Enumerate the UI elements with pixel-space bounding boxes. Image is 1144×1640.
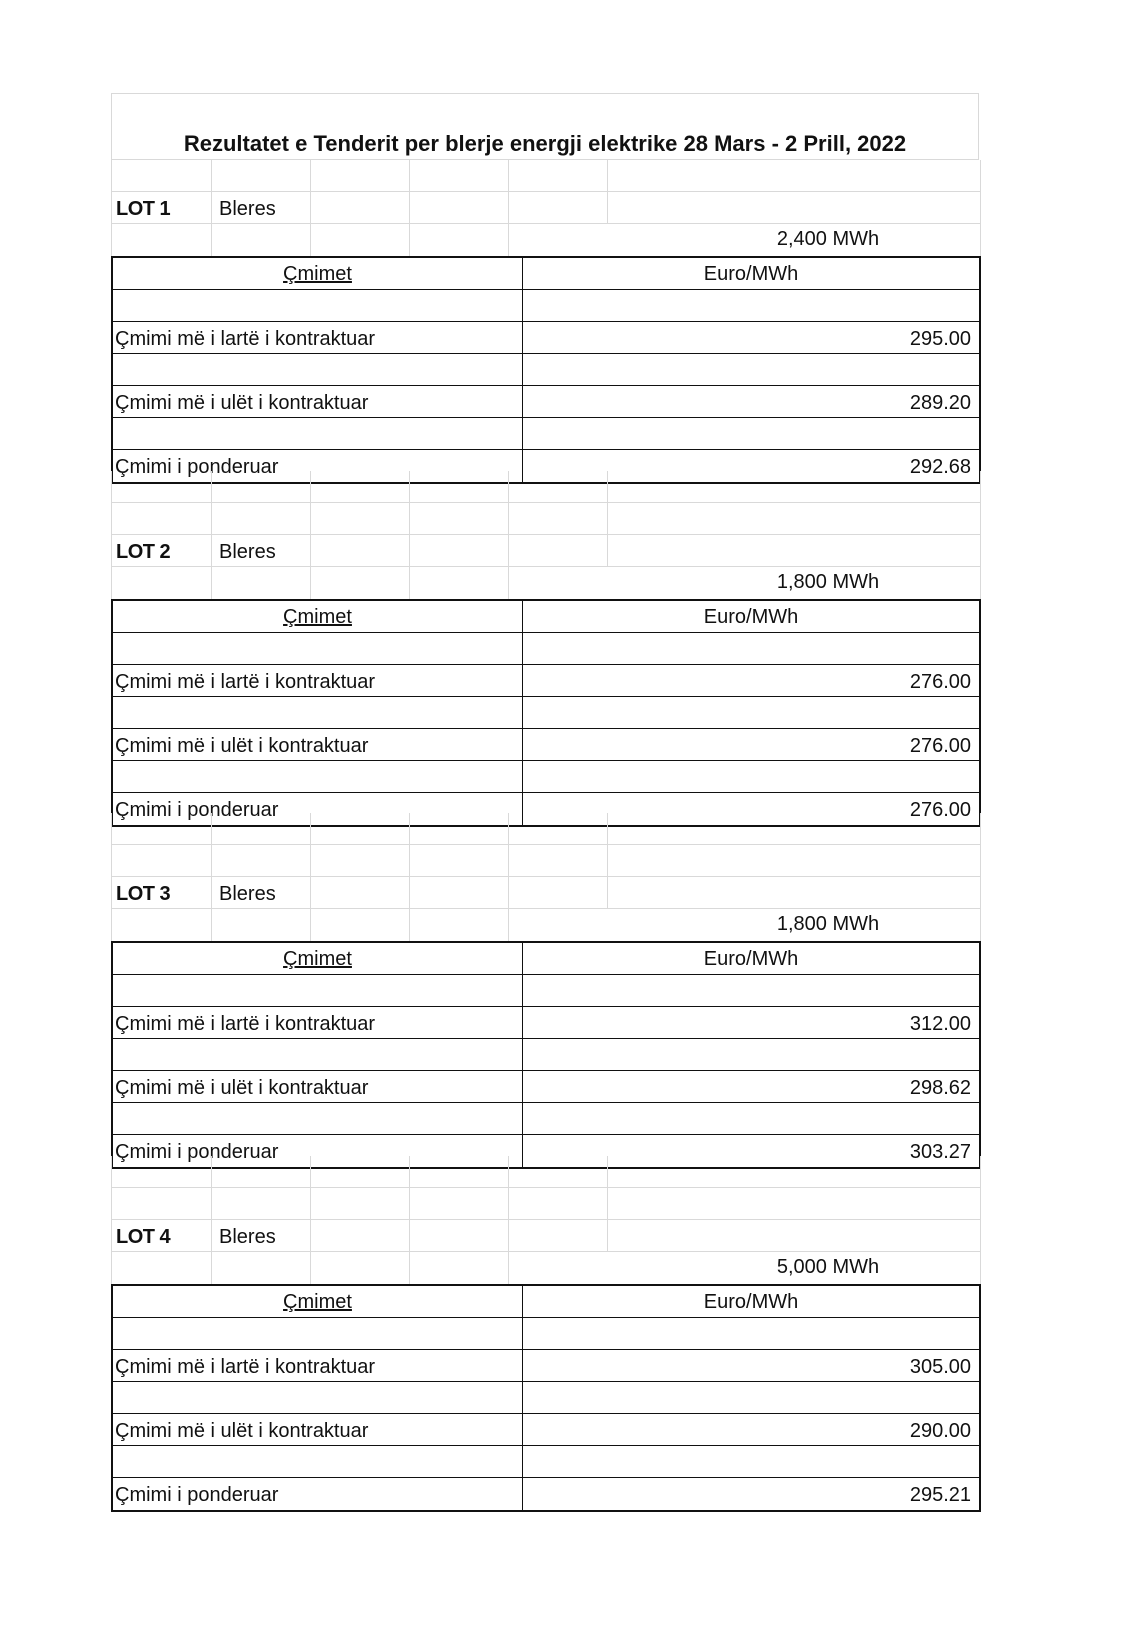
- price-row: [113, 1414, 979, 1446]
- lot-row: [111, 192, 981, 224]
- lot-row: [111, 877, 981, 909]
- left-cell: [113, 1382, 523, 1413]
- right-cell: [523, 975, 979, 1006]
- spacer-row: [111, 471, 981, 503]
- left-cell: [113, 354, 523, 385]
- price-value: 276.00: [909, 799, 971, 821]
- quantity-row: [111, 1252, 981, 1284]
- right-cell: [523, 761, 979, 792]
- price-value: 276.00: [909, 671, 971, 693]
- grid-cell: [112, 1252, 509, 1284]
- left-cell: [113, 975, 523, 1006]
- left-cell: [113, 601, 523, 632]
- price-table-header: [113, 601, 979, 633]
- price-value: 292.68: [909, 456, 971, 478]
- price-table: [111, 941, 981, 1169]
- price-value: 305.00: [909, 1356, 971, 1378]
- left-cell: [113, 290, 523, 321]
- price-table-header: [113, 943, 979, 975]
- grid-cell: [112, 192, 608, 223]
- right-cell: [523, 943, 979, 974]
- left-cell: [113, 1103, 523, 1134]
- grid-cell: [112, 160, 608, 191]
- left-cell: [113, 761, 523, 792]
- right-cell: [523, 1286, 979, 1317]
- right-cell: [523, 258, 979, 289]
- right-cell: [523, 601, 979, 632]
- grid-cell: [112, 535, 608, 566]
- quantity-row: [111, 567, 981, 599]
- quantity-value: 2,400 MWh: [776, 228, 880, 250]
- prices-header: Çmimet: [283, 1291, 352, 1313]
- left-cell: [113, 1071, 523, 1102]
- price-value: 289.20: [909, 392, 971, 414]
- price-table: [111, 256, 981, 484]
- empty-row: [113, 1446, 979, 1478]
- grid-cell: [112, 877, 608, 908]
- price-table: [111, 1284, 981, 1512]
- right-cell: [523, 354, 979, 385]
- spacer-row: [111, 1156, 981, 1188]
- buyer-label: Bleres: [219, 883, 276, 905]
- quantity-value: 1,800 MWh: [776, 913, 880, 935]
- left-cell: [113, 1414, 523, 1445]
- right-cell: [523, 290, 979, 321]
- spacer-row: [111, 160, 981, 192]
- buyer-label: Bleres: [219, 198, 276, 220]
- unit-header: Euro/MWh: [703, 1291, 799, 1313]
- price-label: Çmimi më i ulët i kontraktuar: [115, 1077, 369, 1099]
- price-value: 298.62: [909, 1077, 971, 1099]
- grid-cell: [112, 503, 608, 534]
- buyer-label: Bleres: [219, 541, 276, 563]
- lot-row: [111, 1220, 981, 1252]
- empty-row: [113, 633, 979, 665]
- price-label: Çmimi më i lartë i kontraktuar: [115, 1356, 376, 1378]
- left-cell: [113, 943, 523, 974]
- grid-cell: [112, 813, 608, 844]
- quantity-value: 1,800 MWh: [776, 571, 880, 593]
- left-cell: [113, 1350, 523, 1381]
- right-cell: [523, 322, 979, 353]
- left-cell: [113, 386, 523, 417]
- spacer-row: [111, 813, 981, 845]
- price-row: [113, 665, 979, 697]
- grid-cell: [112, 1220, 608, 1251]
- empty-row: [113, 1103, 979, 1135]
- price-value: 290.00: [909, 1420, 971, 1442]
- price-row: [113, 1007, 979, 1039]
- left-cell: [113, 322, 523, 353]
- right-cell: [523, 1446, 979, 1477]
- price-label: Çmimi më i lartë i kontraktuar: [115, 671, 376, 693]
- left-cell: [113, 665, 523, 696]
- price-value: 276.00: [909, 735, 971, 757]
- left-cell: [113, 1478, 523, 1510]
- price-table: [111, 599, 981, 827]
- price-label: Çmimi i ponderuar: [115, 799, 279, 821]
- buyer-label: Bleres: [219, 1226, 276, 1248]
- price-row: [113, 729, 979, 761]
- price-value: 303.27: [909, 1141, 971, 1163]
- right-cell: [523, 1103, 979, 1134]
- left-cell: [113, 258, 523, 289]
- left-cell: [113, 697, 523, 728]
- grid-cell: [112, 1156, 608, 1187]
- right-cell: [523, 1350, 979, 1381]
- left-cell: [113, 1446, 523, 1477]
- grid-cell: [112, 845, 608, 876]
- quantity-row: [111, 224, 981, 256]
- right-cell: [523, 1071, 979, 1102]
- left-cell: [113, 1007, 523, 1038]
- price-value: 295.00: [909, 328, 971, 350]
- price-row: [113, 386, 979, 418]
- grid-cell: [112, 909, 509, 941]
- left-cell: [113, 1318, 523, 1349]
- unit-header: Euro/MWh: [703, 263, 799, 285]
- right-cell: [523, 1318, 979, 1349]
- price-label: Çmimi më i lartë i kontraktuar: [115, 328, 376, 350]
- prices-header: Çmimet: [283, 606, 352, 628]
- price-row: [113, 1478, 979, 1510]
- grid-cell: [112, 1188, 608, 1219]
- empty-row: [113, 975, 979, 1007]
- price-row: [113, 1071, 979, 1103]
- empty-row: [113, 1039, 979, 1071]
- spacer-row: [111, 503, 981, 535]
- empty-row: [113, 761, 979, 793]
- empty-row: [113, 290, 979, 322]
- price-label: Çmimi i ponderuar: [115, 1141, 279, 1163]
- price-label: Çmimi më i ulët i kontraktuar: [115, 392, 369, 414]
- quantity-row: [111, 909, 981, 941]
- right-cell: [523, 1382, 979, 1413]
- price-row: [113, 1350, 979, 1382]
- right-cell: [523, 1414, 979, 1445]
- price-row: [113, 322, 979, 354]
- price-label: Çmimi më i ulët i kontraktuar: [115, 1420, 369, 1442]
- unit-header: Euro/MWh: [703, 606, 799, 628]
- price-label: Çmimi i ponderuar: [115, 456, 279, 478]
- price-value: 312.00: [909, 1013, 971, 1035]
- empty-row: [113, 1382, 979, 1414]
- spacer-row: [111, 1188, 981, 1220]
- document-title: Rezultatet e Tenderit per blerje energji elektrike 28 Mars - 2 Prill, 2022: [111, 93, 979, 160]
- price-table-header: [113, 1286, 979, 1318]
- lot-label: LOT 4: [116, 1226, 171, 1248]
- lot-row: [111, 535, 981, 567]
- prices-header: Çmimet: [283, 263, 352, 285]
- left-cell: [113, 1286, 523, 1317]
- lot-label: LOT 1: [116, 198, 171, 220]
- grid-cell: [112, 471, 608, 502]
- unit-header: Euro/MWh: [703, 948, 799, 970]
- right-cell: [523, 1478, 979, 1510]
- lot-label: LOT 3: [116, 883, 171, 905]
- right-cell: [523, 418, 979, 449]
- grid-cell: [112, 224, 509, 256]
- right-cell: [523, 729, 979, 760]
- left-cell: [113, 418, 523, 449]
- right-cell: [523, 1007, 979, 1038]
- empty-row: [113, 697, 979, 729]
- right-cell: [523, 665, 979, 696]
- prices-header: Çmimet: [283, 948, 352, 970]
- right-cell: [523, 1039, 979, 1070]
- empty-row: [113, 418, 979, 450]
- price-label: Çmimi i ponderuar: [115, 1484, 279, 1506]
- grid-cell: [112, 567, 509, 599]
- price-value: 295.21: [909, 1484, 971, 1506]
- price-label: Çmimi më i ulët i kontraktuar: [115, 735, 369, 757]
- price-table-header: [113, 258, 979, 290]
- empty-row: [113, 354, 979, 386]
- price-label: Çmimi më i lartë i kontraktuar: [115, 1013, 376, 1035]
- right-cell: [523, 633, 979, 664]
- quantity-value: 5,000 MWh: [776, 1256, 880, 1278]
- right-cell: [523, 386, 979, 417]
- left-cell: [113, 1039, 523, 1070]
- right-cell: [523, 697, 979, 728]
- spacer-row: [111, 845, 981, 877]
- lot-label: LOT 2: [116, 541, 171, 563]
- left-cell: [113, 729, 523, 760]
- empty-row: [113, 1318, 979, 1350]
- left-cell: [113, 633, 523, 664]
